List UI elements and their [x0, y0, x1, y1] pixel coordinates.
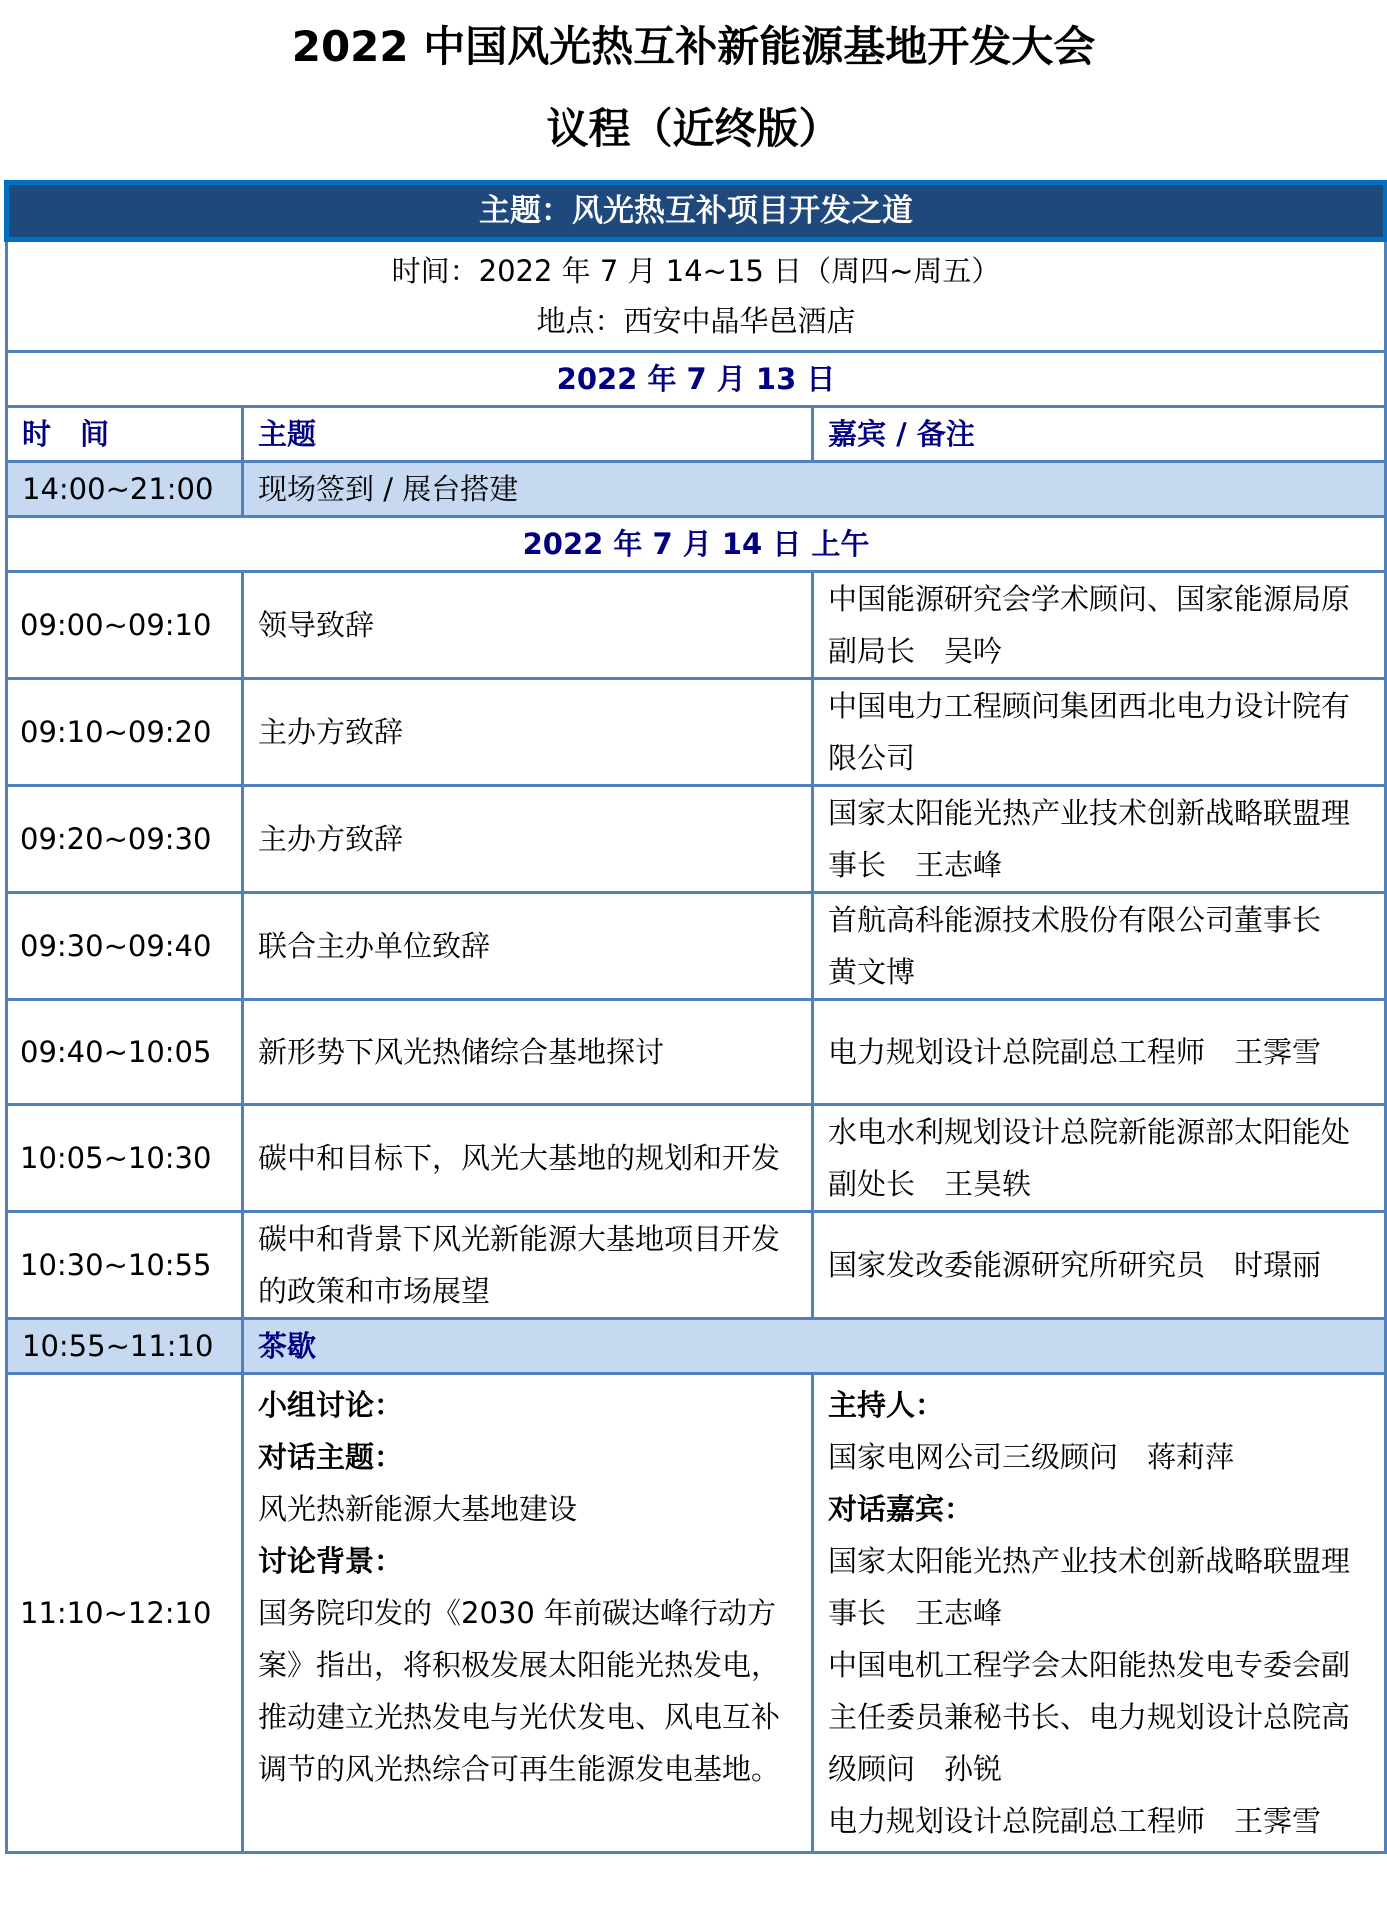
header-time: 时 间: [7, 407, 243, 462]
table-row: [7, 679, 1386, 786]
panel-theme: 风光热新能源大基地建设: [258, 1492, 578, 1526]
row-time: 09:30~09:40: [7, 893, 243, 1000]
row-guest: 国家太阳能光热产业技术创新战略联盟理事长 王志峰: [813, 786, 1386, 893]
panel-discussion-row: [7, 1374, 1386, 1853]
agenda-theme: 主题：风光热互补项目开发之道: [7, 183, 1386, 240]
row-guest: 电力规划设计总院副总工程师 王霁雪: [813, 1000, 1386, 1105]
panel-guest: 电力规划设计总院副总工程师 王霁雪: [828, 1804, 1322, 1838]
panel-guest-cell: [813, 1374, 1386, 1853]
table-row: [7, 1212, 1386, 1319]
panel-background-label: 讨论背景：: [258, 1544, 404, 1578]
row-time: 09:00~09:10: [7, 572, 243, 679]
panel-background: 国务院印发的《2030 年前碳达峰行动方案》指出，将积极发展太阳能光热发电，推动建立光热发电与光伏发电、风电互补调节的风光热综合可再生能源发电基地。: [258, 1596, 781, 1786]
row-time: 10:05~10:30: [7, 1105, 243, 1212]
panel-guest: 国家太阳能光热产业技术创新战略联盟理事长 王志峰: [828, 1544, 1351, 1630]
date-heading: 2022 年 7 月 13 日: [7, 352, 1386, 407]
document-title: 2022 中国风光热互补新能源基地开发大会: [291, 22, 1096, 71]
header-guest: 嘉宾 / 备注: [813, 407, 1386, 462]
row-topic: 碳中和背景下风光新能源大基地项目开发的政策和市场展望: [243, 1212, 813, 1319]
table-row: [7, 1000, 1386, 1105]
row-time: 14:00~21:00: [7, 462, 243, 517]
row-topic: 联合主办单位致辞: [243, 893, 813, 1000]
row-time: 09:10~09:20: [7, 679, 243, 786]
event-location: 地点：西安中晶华邑酒店: [536, 304, 856, 338]
date-heading: 2022 年 7 月 14 日 上午: [7, 517, 1386, 572]
row-time: 10:30~10:55: [7, 1212, 243, 1319]
header-topic: 主题: [243, 407, 813, 462]
panel-theme-label: 对话主题：: [258, 1440, 404, 1474]
row-topic: 主办方致辞: [243, 786, 813, 893]
panel-host-label: 主持人：: [828, 1388, 945, 1422]
table-row: [7, 786, 1386, 893]
row-guest: 中国电力工程顾问集团西北电力设计院有限公司: [813, 679, 1386, 786]
row-topic: 碳中和目标下，风光大基地的规划和开发: [243, 1105, 813, 1212]
row-topic: 主办方致辞: [243, 679, 813, 786]
panel-host: 国家电网公司三级顾问 蒋莉萍: [828, 1440, 1235, 1474]
row-time: 09:20~09:30: [7, 786, 243, 893]
row-topic: 领导致辞: [243, 572, 813, 679]
table-row: [7, 893, 1386, 1000]
column-headers: [7, 407, 1386, 462]
table-row: [7, 462, 1386, 517]
row-topic: 茶歇: [243, 1319, 1386, 1374]
event-info: [7, 240, 1386, 352]
agenda-table: [4, 180, 1387, 1854]
row-guest: 首航高科能源技术股份有限公司董事长 黄文博: [813, 893, 1386, 1000]
panel-topic-cell: [243, 1374, 813, 1853]
panel-label: 小组讨论：: [258, 1388, 404, 1422]
row-guest: 中国能源研究会学术顾问、国家能源局原副局长 吴吟: [813, 572, 1386, 679]
table-row: [7, 1105, 1386, 1212]
date-row: [7, 352, 1386, 407]
date-row: [7, 517, 1386, 572]
row-time: 09:40~10:05: [7, 1000, 243, 1105]
theme-bar: [7, 183, 1386, 240]
row-topic: 新形势下风光热储综合基地探讨: [243, 1000, 813, 1105]
panel-guests-label: 对话嘉宾：: [828, 1492, 974, 1526]
row-time: 11:10~12:10: [7, 1374, 243, 1853]
row-guest: 国家发改委能源研究所研究员 时璟丽: [813, 1212, 1386, 1319]
row-time: 10:55~11:10: [7, 1319, 243, 1374]
panel-guest: 中国电机工程学会太阳能热发电专委会副主任委员兼秘书长、电力规划设计总院高级顾问 孙锐: [828, 1648, 1351, 1786]
tea-break-row: [7, 1319, 1386, 1374]
table-row: [7, 572, 1386, 679]
document-subtitle: 议程（近终版）: [546, 104, 841, 153]
event-time: 时间：2022 年 7 月 14~15 日（周四~周五）: [391, 254, 1001, 288]
row-guest: 水电水利规划设计总院新能源部太阳能处副处长 王昊轶: [813, 1105, 1386, 1212]
row-topic: 现场签到 / 展台搭建: [243, 462, 1386, 517]
